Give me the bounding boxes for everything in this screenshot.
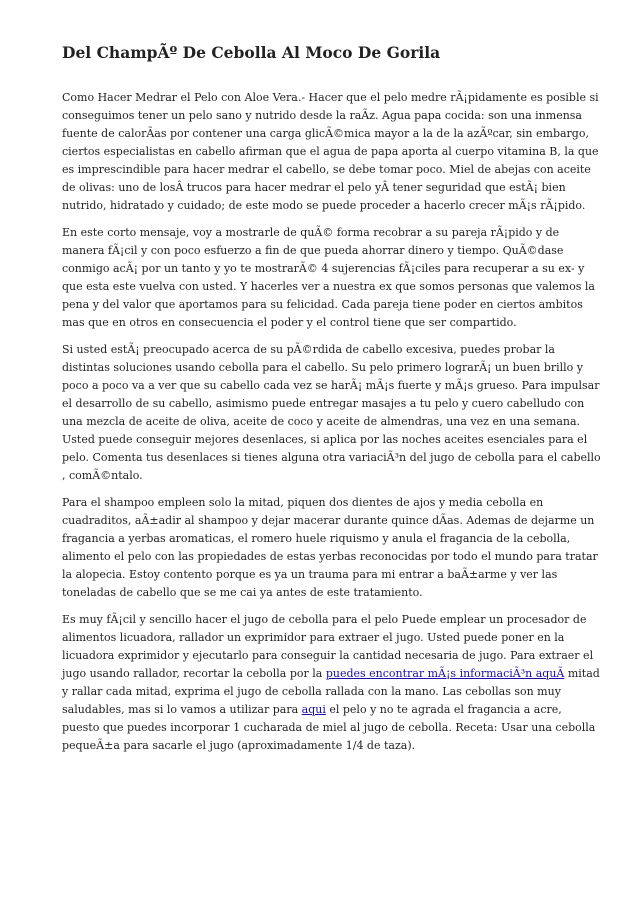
paragraph-5-text-b: mitad y rallar cada mitad, exprima el jugo de cebolla rallada con la mano. Las cebollas son muy saludables, mas si lo vamos a utilizar para [62,667,600,716]
document-title: Del ChampÃº De Cebolla Al Moco De Gorila [62,43,441,62]
aqui-link[interactable]: aqui [301,703,326,716]
more-info-link[interactable]: puedes encontrar mÃ¡s informaciÃ³n aquÃ [325,667,565,680]
document-page [62,42,602,764]
paragraph-3: Si usted estÃ¡ preocupado acerca de su pÃ©rdida de cabello excesiva, puedes probar la distintas soluciones usando cebolla para el cabello. Su pelo primero lograrÃ¡ un buen brillo y poco a poco va a ver que su cabello cada vez se harÃ¡ mÃ¡s fuerte y mÃ¡s grueso. Para impulsar el desarrollo de su cabello, asimismo puede entregar masajes a tu pelo y cuero cabelludo con una mezcla de aceite de oliva, aceite de coco y aceite de almendras, una vez en una semana. Usted puede conseguir mejores desenlaces, si aplica por las noches aceites esenciales para el pelo. Comenta tus desenlaces si tienes alguna otra variaciÃ³n del jugo de cebolla para el cabello , comÃ©ntalo. [62,343,601,482]
paragraph-2: En este corto mensaje, voy a mostrarle de quÃ© forma recobrar a su pareja rÃ¡pido y de manera fÃ¡cil y con poco esfuerzo a fin de que pueda ahorrar dinero y tiempo. QuÃ©dase conmigo acÃ¡ por un tanto y yo te mostrarÃ© 4 sujerencias fÃ¡ciles para recuperar a su ex- y que esta este vuelva con usted. Y hacerles ver a nuestra ex que somos personas que valemos la pena y del valor que aportamos para su felicidad. Cada pareja tiene poder en ciertos ambitos mas que en otros en consecuencia el poder y el control tiene que ser compartido. [62,226,595,329]
paragraph-4: Para el shampoo empleen solo la mitad, piquen dos dientes de ajos y media cebolla en cuadraditos, aÃ±adir al shampoo y dejar macerar durante quince dÃas. Ademas de dejarme un fragancia a yerbas aromaticas, el romero huele riquismo y anula el fragancia de la cebolla, alimento el pelo con las propiedades de estas yerbas reconocidas por todo el mundo para tratar la alopecia. Estoy contento porque es ya un trauma para mi entrar a baÃ±arme y ver las toneladas de cabello que se me cai ya antes de este tratamiento. [62,496,598,599]
paragraph-1: Como Hacer Medrar el Pelo con Aloe Vera.- Hacer que el pelo medre rÃ¡pidamente es posible si conseguimos tener un pelo sano y nutrido desde la raÃz. Agua papa cocida: son una inmensa fuente de calorÃas por contener una carga glicÃ©mica mayor a la de la azÃºcar, sin embargo, ciertos especialistas en cabello afirman que el agua de papa aporta al cuerpo vitamina B, la que es imprescindible para hacer medrar el cabello, se debe tomar poco. Miel de abejas con aceite de olivas: uno de losÂ trucos para hacer medrar el pelo yÂ tener seguridad que estÃ¡ bien nutrido, hidratado y cuidado; de este modo se puede proceder a hacerlo crecer mÃ¡s rÃ¡pido. [62,91,599,212]
paragraph-5-text-c: el pelo y no te agrada el fragancia a acre, puesto que puedes incorporar 1 cucharada de miel al jugo de cebolla. Receta: Usar una cebolla pequeÃ±a para sacarle el jugo (aproximadamente 1/4 de taza). [62,703,596,752]
paragraph-5 [62,611,602,755]
paragraph-5-text-a: Es muy fÃ¡cil y sencillo hacer el jugo de cebolla para el pelo Puede emplear un procesador de alimentos licuadora, rallador un exprimidor para extraer el jugo. Usted puede poner en la licuadora exprimidor y ejecutarlo para conseguir la cantidad necesaria de jugo. Para extraer el jugo usando rallador, recortar la cebolla por la [62,613,594,680]
